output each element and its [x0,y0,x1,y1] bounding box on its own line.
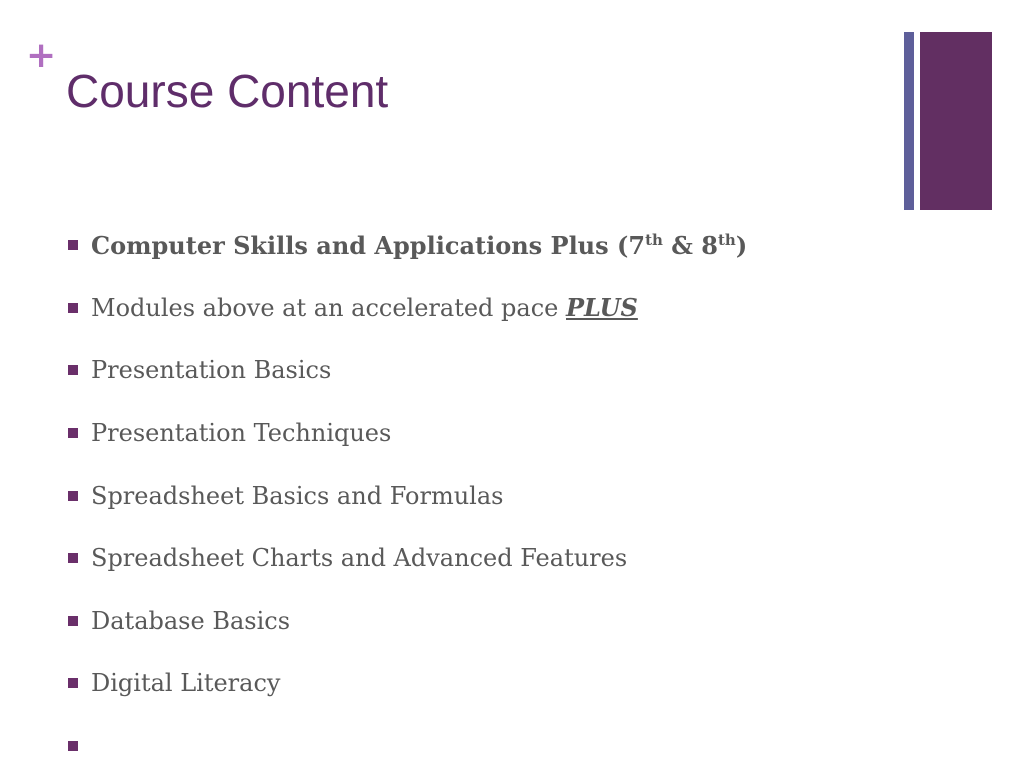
bullet-list [68,214,747,768]
list-item [68,402,747,465]
list-item [68,527,747,590]
superscript-th: th [645,230,663,249]
list-item [68,590,747,653]
bullet-text-main: Modules above at an accelerated pace [91,294,566,323]
bullet-text [91,293,638,322]
bullet-square-icon [68,303,78,313]
list-item [68,214,747,277]
bullet-square-icon [68,553,78,563]
bullet-square-icon [68,741,78,751]
list-item [68,464,747,527]
slide-title: Course Content [66,65,389,117]
bullet-square-icon [68,491,78,501]
bullet-text: Digital Literacy [91,669,281,698]
list-item [68,652,747,715]
bullet-text-end: ) [735,230,748,260]
bullet-text: Presentation Techniques [91,419,392,448]
superscript-th: th [717,230,736,249]
bullet-square-icon [68,616,78,626]
bullet-text: Spreadsheet Charts and Advanced Features [91,544,628,573]
decorative-thin-bar [904,32,914,210]
bullet-square-icon [68,365,78,375]
bullet-text: Database Basics [91,606,291,635]
list-item [68,277,747,340]
bullet-square-icon [68,678,78,688]
bullet-text-main: Computer Skills and Applications Plus (7 [91,230,646,260]
bullet-emphasis: PLUS [566,293,638,323]
plus-icon: + [26,35,57,76]
list-item [68,715,747,768]
bullet-text-mid: & 8 [662,230,718,260]
bullet-text: Presentation Basics [91,356,332,385]
bullet-text [91,231,747,260]
bullet-square-icon [68,240,78,250]
decorative-wide-bar [920,32,992,210]
bullet-square-icon [68,428,78,438]
bullet-text: Spreadsheet Basics and Formulas [91,481,504,510]
list-item [68,339,747,402]
